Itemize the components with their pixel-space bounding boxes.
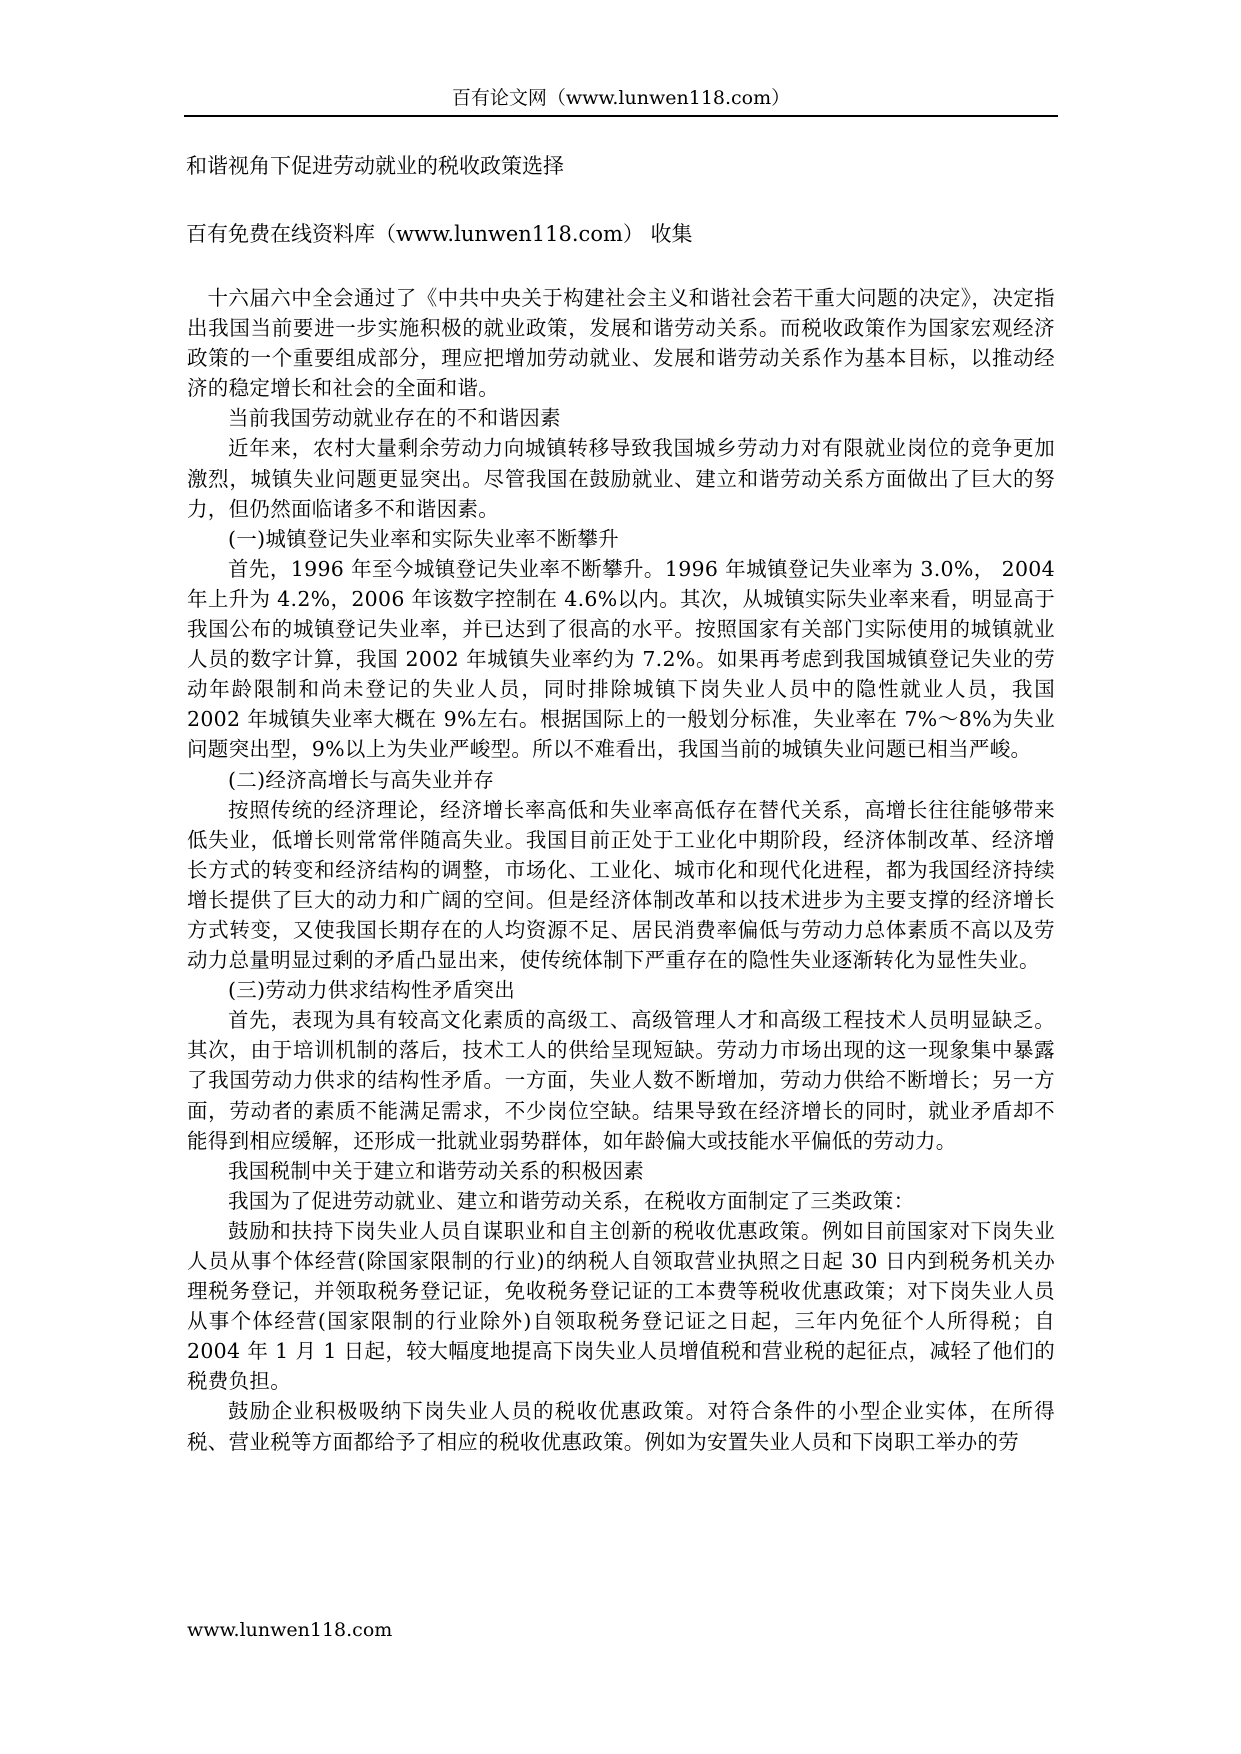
paragraph: 近年来，农村大量剩余劳动力向城镇转移导致我国城乡劳动力对有限就业岗位的竞争更加激烈，城镇失业问题更显突出。尽管我国在鼓励就业、建立和谐劳动关系方面做出了巨大的努力，但仍然面临诸多不和谐因素。 [187, 436, 1055, 521]
subsection-heading: (二)经济高增长与高失业并存 [228, 767, 495, 792]
paragraph: 鼓励企业积极吸纳下岗失业人员的税收优惠政策。对符合条件的小型企业实体，在所得税、营业税等方面都给予了相应的税收优惠政策。例如为安置失业人员和下岗职工举办的劳 [187, 1399, 1055, 1454]
header-divider [184, 115, 1058, 117]
source-line: 百有免费在线资料库（www.lunwen118.com） 收集 [186, 222, 693, 246]
paragraph: 鼓励和扶持下岗失业人员自谋职业和自主创新的税收优惠政策。例如目前国家对下岗失业人员从事个体经营(除国家限制的行业)的纳税人自领取营业执照之日起 30 日内到税务机关办理税务登记，并领取税务登记证，免收税务登记证的工本费等税收优惠政策；对下岗失业人员从事个体经营(国家限制的行业除外)自领取税务登记证之日起，三年内免征个人所得税；自 2004 年 1 月 1 日起，较大幅度地提高下岗失业人员增值税和营业税的起征点，减轻了他们的税费负担。 [187, 1218, 1055, 1394]
section-heading: 我国税制中关于建立和谐劳动关系的积极因素 [228, 1158, 644, 1183]
section-heading: 当前我国劳动就业存在的不和谐因素 [228, 406, 561, 431]
paragraph: 按照传统的经济理论，经济增长率高低和失业率高低存在替代关系，高增长往往能够带来低失业，低增长则常常伴随高失业。我国目前正处于工业化中期阶段，经济体制改革、经济增长方式的转变和经济结构的调整，市场化、工业化、城市化和现代化进程，都为我国经济持续增长提供了巨大的动力和广阔的空间。但是经济体制改革和以技术进步为主要支撑的经济增长方式转变，又使我国长期存在的人均资源不足、居民消费率偏低与劳动力总体素质不高以及劳动力总量明显过剩的矛盾凸显出来，使传统体制下严重存在的隐性失业逐渐转化为显性失业。 [187, 797, 1055, 973]
paragraph-intro: 十六届六中全会通过了《中共中央关于构建社会主义和谐社会若干重大问题的决定》，决定指出我国当前要进一步实施积极的就业政策，发展和谐劳动关系。而税收政策作为国家宏观经济政策的一个重要组成部分，理应把增加劳动就业、发展和谐劳动关系作为基本目标，以推动经济的稳定增长和社会的全面和谐。 [187, 286, 1055, 401]
paragraph: 我国为了促进劳动就业、建立和谐劳动关系，在税收方面制定了三类政策： [228, 1188, 915, 1213]
article-title: 和谐视角下促进劳动就业的税收政策选择 [186, 154, 564, 178]
page-header: 百有论文网（www.lunwen118.com） [451, 87, 791, 109]
paragraph: 首先，表现为具有较高文化素质的高级工、高级管理人才和高级工程技术人员明显缺乏。其次，由于培训机制的落后，技术工人的供给呈现短缺。劳动力市场出现的这一现象集中暴露了我国劳动力供求的结构性矛盾。一方面，失业人数不断增加，劳动力供给不断增长；另一方面，劳动者的素质不能满足需求，不少岗位空缺。结果导致在经济增长的同时，就业矛盾却不能得到相应缓解，还形成一批就业弱势群体，如年龄偏大或技能水平偏低的劳动力。 [187, 1008, 1055, 1153]
subsection-heading: (三)劳动力供求结构性矛盾突出 [228, 978, 515, 1003]
article-body [187, 283, 1055, 1457]
page-footer: www.lunwen118.com [187, 1619, 393, 1641]
paragraph: 首先，1996 年至今城镇登记失业率不断攀升。1996 年城镇登记失业率为 3.0%， 2004 年上升为 4.2%，2006 年该数字控制在 4.6%以内。其次，从城镇实际失业率来看，明显高于我国公布的城镇登记失业率，并已达到了很高的水平。按照国家有关部门实际使用的城镇就业人员的数字计算，我国 2002 年城镇失业率约为 7.2%。如果再考虑到我国城镇登记失业的劳动年龄限制和尚未登记的失业人员，同时排除城镇下岗失业人员中的隐性就业人员，我国 2002 年城镇失业率大概在 9%左右。根据国际上的一般划分标准，失业率在 7%～8%为失业问题突出型，9%以上为失业严峻型。所以不难看出，我国当前的城镇失业问题已相当严峻。 [187, 556, 1055, 762]
subsection-heading: (一)城镇登记失业率和实际失业率不断攀升 [228, 526, 619, 551]
